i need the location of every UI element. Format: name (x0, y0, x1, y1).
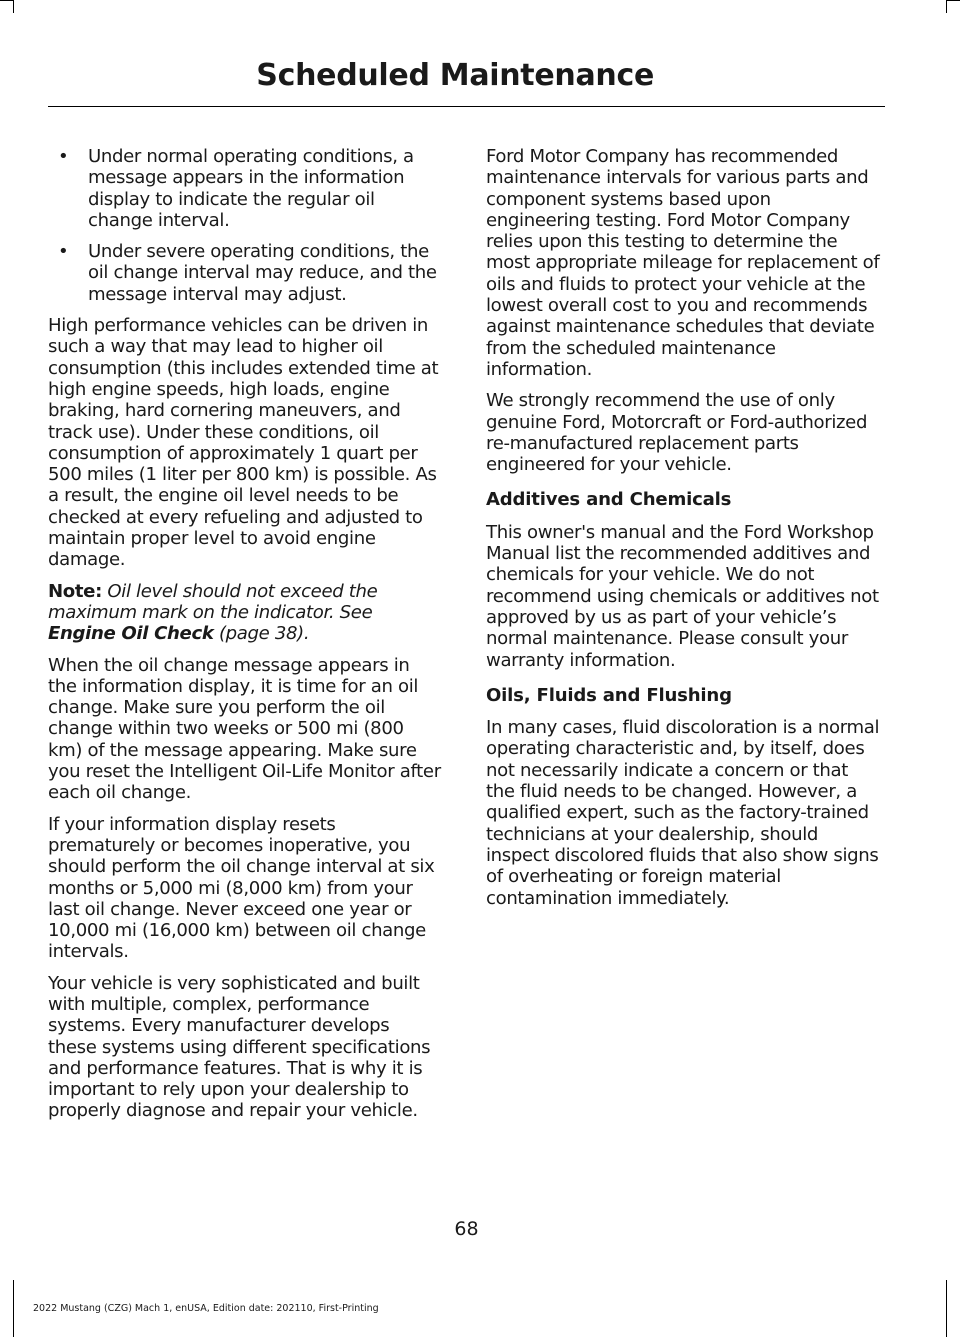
paragraph-oil-change-message: When the oil change message appears in the information display, it is time for an oil change. Make sure you perform the oil change within two weeks or 500 mi (800 km) of the message appearing. Make sure you reset the Intelligent Oil-Life Monitor after each oil change. (48, 654, 441, 804)
crop-mark-top-left (13, 0, 14, 13)
left-column (48, 146, 442, 1132)
heading-additives-chemicals: Additives and Chemicals (486, 489, 732, 511)
page-number: 68 (454, 1218, 479, 1240)
crop-mark-bottom-left (13, 1280, 14, 1337)
paragraph-fluid-discoloration: In many cases, fluid discoloration is a normal operating characteristic and, by itself, does not necessarily indicate a concern or that the fluid needs to be changed. However, a qualified expert, such as the factory-trained technicians at your dealership, should inspect discolored fluids that also show signs of overheating or foreign material contamination immediately. (486, 717, 880, 909)
crop-mark-top-left (0, 0, 13, 1)
page-title: Scheduled Maintenance (256, 58, 654, 93)
paragraph-additives: This owner's manual and the Ford Workshop Manual list the recommended additives and chemicals for your vehicle. We do not recommend using chemicals or additives not approved by us as part of your vehicle’s normal maintenance. Please consult your warranty information. (486, 521, 879, 671)
crop-mark-top-right (946, 0, 947, 13)
paragraph-genuine-parts: We strongly recommend the use of only genuine Ford, Motorcraft or Ford-authorized re-manufactured replacement parts engineered for your vehicle. (486, 390, 868, 476)
footer-edition: 2022 Mustang (CZG) Mach 1, enUSA, Edition date: 202110, First-Printing (33, 1303, 379, 1314)
bullet-list (48, 146, 442, 305)
note-paragraph (48, 581, 442, 645)
bullet-icon: • (58, 146, 69, 167)
paragraph-display-resets: If your information display resets prematurely or becomes inoperative, you should perform the oil change interval at six months or 5,000 mi (8,000 km) from your last oil change. Never exceed one year or 10,000 mi (16,000 km) between oil change intervals. (48, 813, 435, 963)
paragraph-sophisticated-vehicle: Your vehicle is very sophisticated and built with multiple, complex, performance systems. Every manufacturer develops these systems using different specifications and performance features. That is why it is important to rely upon your dealership to properly diagnose and repair your vehicle. (48, 972, 431, 1122)
paragraph-high-performance: High performance vehicles can be driven in such a way that may lead to higher oil consumption (this includes extended time at high engine speeds, high loads, engine braking, hard cornering maneuvers, and track use). Under these conditions, oil consumption of approximately 1 quart per 500 miles (1 liter per 800 km) is possible. As a result, the engine oil level needs to be checked at every refueling and adjusted to maintain proper level to avoid engine damage. (48, 315, 439, 571)
heading-oils-fluids-flushing: Oils, Fluids and Flushing (486, 684, 732, 706)
paragraph-maintenance-intervals: Ford Motor Company has recommended maintenance intervals for various parts and component systems based upon engineering testing. Ford Motor Company relies upon this testing to determine the most appropriate mileage for replacement of oils and fluids to protect your vehicle at the lowest overall cost to you and recommends against maintenance schedules that deviate from the scheduled maintenance information. (486, 146, 880, 380)
page-reference: (page 38). (218, 623, 310, 645)
engine-oil-check-link[interactable]: Engine Oil Check (48, 623, 214, 645)
crop-mark-top-right (946, 0, 960, 1)
bullet-icon: • (58, 241, 69, 263)
list-item: • Under severe operating conditions, the oil change interval may reduce, and the message interval may adjust. (58, 241, 437, 305)
list-item: • Under normal operating conditions, a message appears in the information display to indicate the regular oil change interval. (58, 146, 414, 231)
right-column (486, 146, 880, 919)
crop-mark-bottom-right (946, 1280, 947, 1337)
note-text: Oil level should not exceed the maximum mark on the indicator. See (48, 580, 378, 623)
header-divider (48, 106, 885, 107)
note-label: Note: (48, 580, 102, 602)
